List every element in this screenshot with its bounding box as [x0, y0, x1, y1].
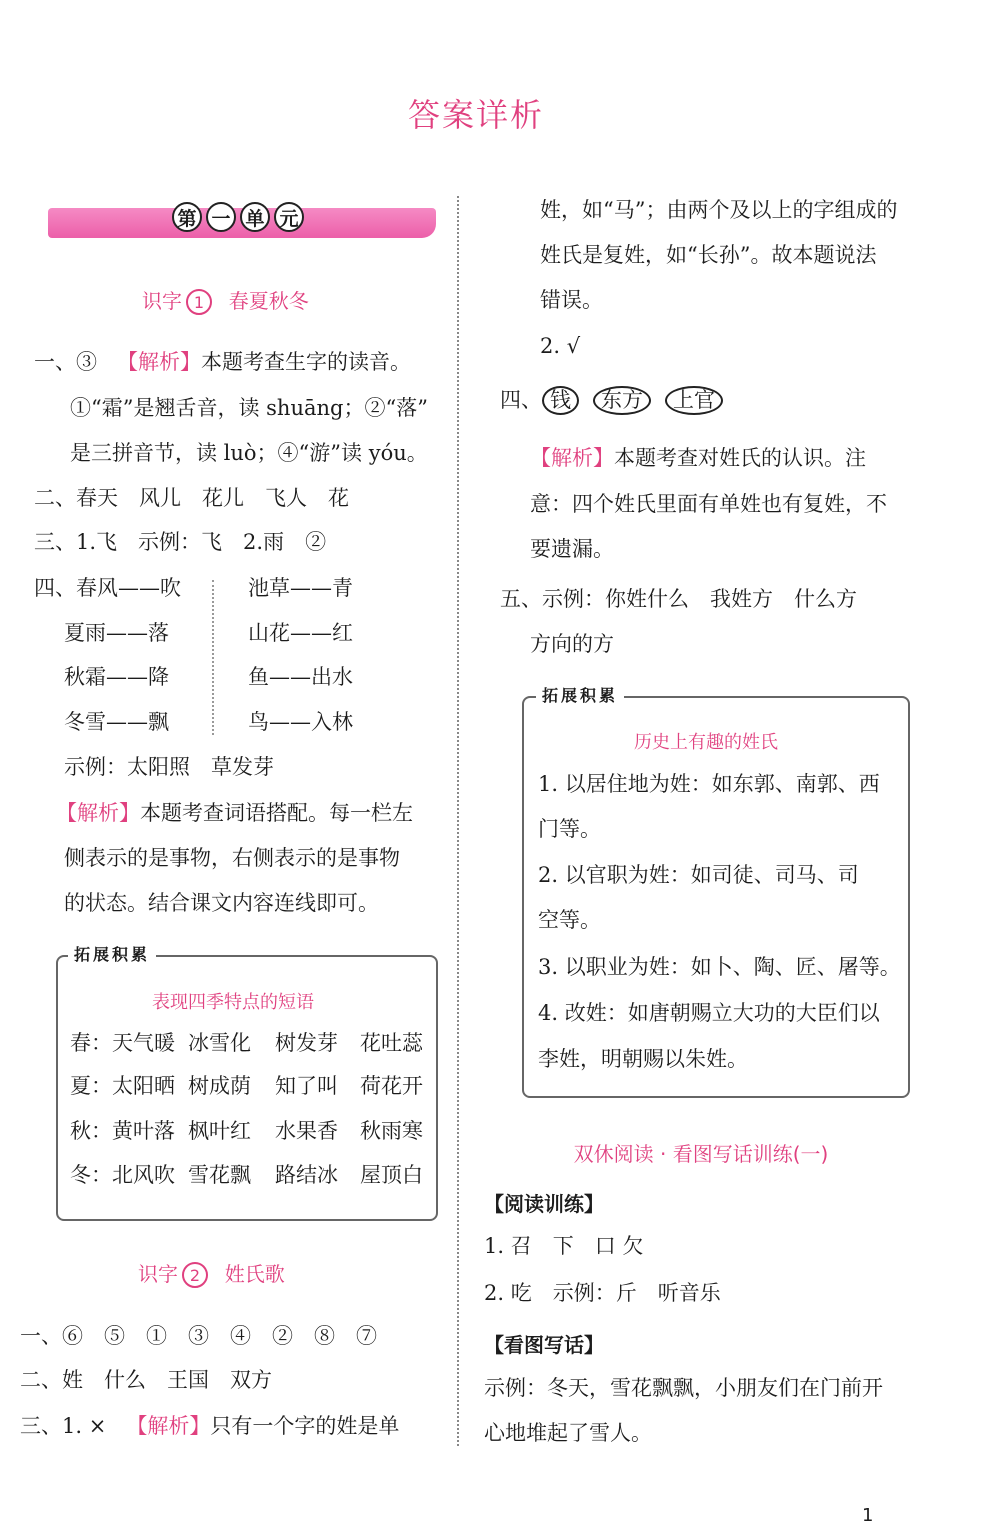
answer-head: 三、1. × — [20, 1414, 107, 1438]
extension-line: 4. 改姓：如唐朝赐立大功的大臣们以 — [538, 1001, 880, 1025]
circled-surname: 上官 — [665, 386, 723, 415]
lesson-2-header — [138, 1258, 285, 1288]
answer-line: 三、1.飞 示例：飞 2.雨 ② — [34, 530, 327, 554]
analysis-text: 本题考查词语搭配。每一栏左 — [140, 801, 413, 825]
page-number: 1 — [862, 1505, 874, 1526]
answer-line — [500, 386, 737, 415]
answer-line: 2. √ — [540, 334, 581, 358]
match-right: 鸟——入林 — [248, 710, 353, 734]
phrase-cell: 冬：北风吹 — [70, 1163, 175, 1187]
section-header: 双休阅读 · 看图写话训练(一) — [573, 1142, 829, 1166]
analysis-text: 只有一个字的姓是单 — [210, 1414, 400, 1438]
match-divider — [212, 580, 214, 735]
phrase-cell: 夏：太阳晒 — [70, 1074, 175, 1098]
extension-line: 李姓，明朝赐以朱姓。 — [538, 1047, 748, 1071]
answer-line: 的状态。结合课文内容连线即可。 — [64, 891, 379, 915]
extension-line: 1. 以居住地为姓：如东郭、南郭、西 — [538, 772, 880, 796]
circled-surname: 钱 — [542, 386, 579, 415]
answer-line: ①“霜”是翘舌音，读 shuāng；②“落” — [70, 396, 428, 420]
answer-line: 姓，如“马”；由两个及以上的字组成的 — [540, 198, 898, 222]
match-right: 山花——红 — [248, 621, 353, 645]
answer-line: 2. 吃 示例：斤 听音乐 — [484, 1281, 721, 1305]
answer-line — [56, 803, 413, 824]
answer-line: 侧表示的是事物，右侧表示的是事物 — [64, 846, 400, 870]
column-divider — [457, 196, 459, 1446]
match-left: 秋霜——降 — [64, 665, 169, 689]
analysis-tag: 【解析】 — [117, 350, 202, 374]
section-subheading: 【看图写话】 — [484, 1333, 604, 1357]
lesson-number: 1 — [186, 289, 212, 315]
extension-line: 2. 以官职为姓：如司徒、司马、司 — [538, 863, 859, 887]
extension-title: 表现四季特点的短语 — [152, 992, 314, 1013]
extension-line: 3. 以职业为姓：如卜、陶、匠、屠等。 — [538, 955, 901, 979]
phrase-cell: 知了叫 — [275, 1074, 338, 1098]
extension-box — [522, 696, 910, 1098]
analysis-text: 本题考查对姓氏的认识。注 — [614, 446, 866, 470]
unit-char: 第 — [172, 202, 202, 232]
phrase-cell: 荷花开 — [360, 1074, 423, 1098]
lesson-number: 2 — [182, 1262, 208, 1288]
answer-line: 错误。 — [540, 288, 603, 312]
answer-line: 心地堆起了雪人。 — [484, 1421, 652, 1445]
unit-char: 单 — [240, 202, 270, 232]
answer-head: 一、③ — [34, 350, 97, 374]
match-left: 冬雪——飘 — [64, 710, 169, 734]
answer-line: 示例：太阳照 草发芽 — [64, 755, 274, 779]
phrase-cell: 春：天气暖 — [70, 1031, 175, 1055]
answer-line — [530, 448, 866, 469]
phrase-cell: 花吐蕊 — [360, 1031, 423, 1055]
circled-surname: 东方 — [593, 386, 651, 415]
unit-char: 元 — [274, 202, 304, 232]
lesson-prefix: 识字 — [138, 1262, 178, 1286]
extension-line: 门等。 — [538, 817, 601, 841]
answer-head: 四、 — [500, 388, 542, 412]
phrase-cell: 树成荫 — [188, 1074, 251, 1098]
answer-line: 二、春天 风儿 花儿 飞人 花 — [34, 486, 349, 510]
analysis-tag: 【解析】 — [530, 446, 614, 470]
lesson-1-header — [142, 285, 309, 315]
answer-line — [20, 1416, 399, 1437]
match-right: 鱼——出水 — [248, 665, 353, 689]
match-left: 夏雨——落 — [64, 621, 169, 645]
answer-line: 二、姓 什么 王国 双方 — [20, 1368, 272, 1392]
phrase-cell: 秋：黄叶落 — [70, 1119, 175, 1143]
page-title: 答案详析 — [408, 96, 545, 134]
phrase-cell: 秋雨寒 — [360, 1119, 423, 1143]
analysis-text: 本题考查生字的读音。 — [201, 350, 412, 374]
extension-label: 拓展积累 — [536, 683, 624, 706]
answer-line: 示例：冬天，雪花飘飘，小朋友们在门前开 — [484, 1376, 883, 1400]
lesson-name: 春夏秋冬 — [228, 289, 309, 313]
phrase-cell: 雪花飘 — [188, 1163, 251, 1187]
lesson-name: 姓氏歌 — [224, 1262, 285, 1286]
phrase-cell: 树发芽 — [275, 1031, 338, 1055]
lesson-prefix: 识字 — [142, 289, 182, 313]
extension-title: 历史上有趣的姓氏 — [634, 732, 778, 753]
phrase-cell: 枫叶红 — [188, 1119, 251, 1143]
section-subheading: 【阅读训练】 — [484, 1192, 604, 1216]
answer-line: 意：四个姓氏里面有单姓也有复姓，不 — [530, 492, 887, 516]
answer-line: 姓氏是复姓，如“长孙”。故本题说法 — [540, 243, 877, 267]
answer-line: 一、⑥ ⑤ ① ③ ④ ② ⑧ ⑦ — [20, 1324, 377, 1348]
answer-line: 是三拼音节，读 luò；④“游”读 yóu。 — [70, 441, 428, 465]
answer-line: 方向的方 — [530, 632, 614, 656]
extension-line: 空等。 — [538, 908, 601, 932]
unit-title — [172, 202, 304, 232]
analysis-tag: 【解析】 — [56, 801, 140, 825]
phrase-cell: 冰雪化 — [188, 1031, 251, 1055]
analysis-tag: 【解析】 — [126, 1414, 211, 1438]
phrase-cell: 水果香 — [275, 1119, 338, 1143]
answer-line: 要遗漏。 — [530, 537, 614, 561]
match-left: 四、春风——吹 — [34, 576, 181, 600]
extension-label: 拓展积累 — [68, 942, 156, 965]
answer-line: 五、示例：你姓什么 我姓方 什么方 — [500, 587, 857, 611]
answer-line: 1. 召 下 口 欠 — [484, 1234, 644, 1258]
match-right: 池草——青 — [248, 576, 353, 600]
phrase-cell: 屋顶白 — [360, 1163, 423, 1187]
unit-char: 一 — [206, 202, 236, 232]
answer-line — [34, 352, 411, 373]
phrase-cell: 路结冰 — [275, 1163, 338, 1187]
